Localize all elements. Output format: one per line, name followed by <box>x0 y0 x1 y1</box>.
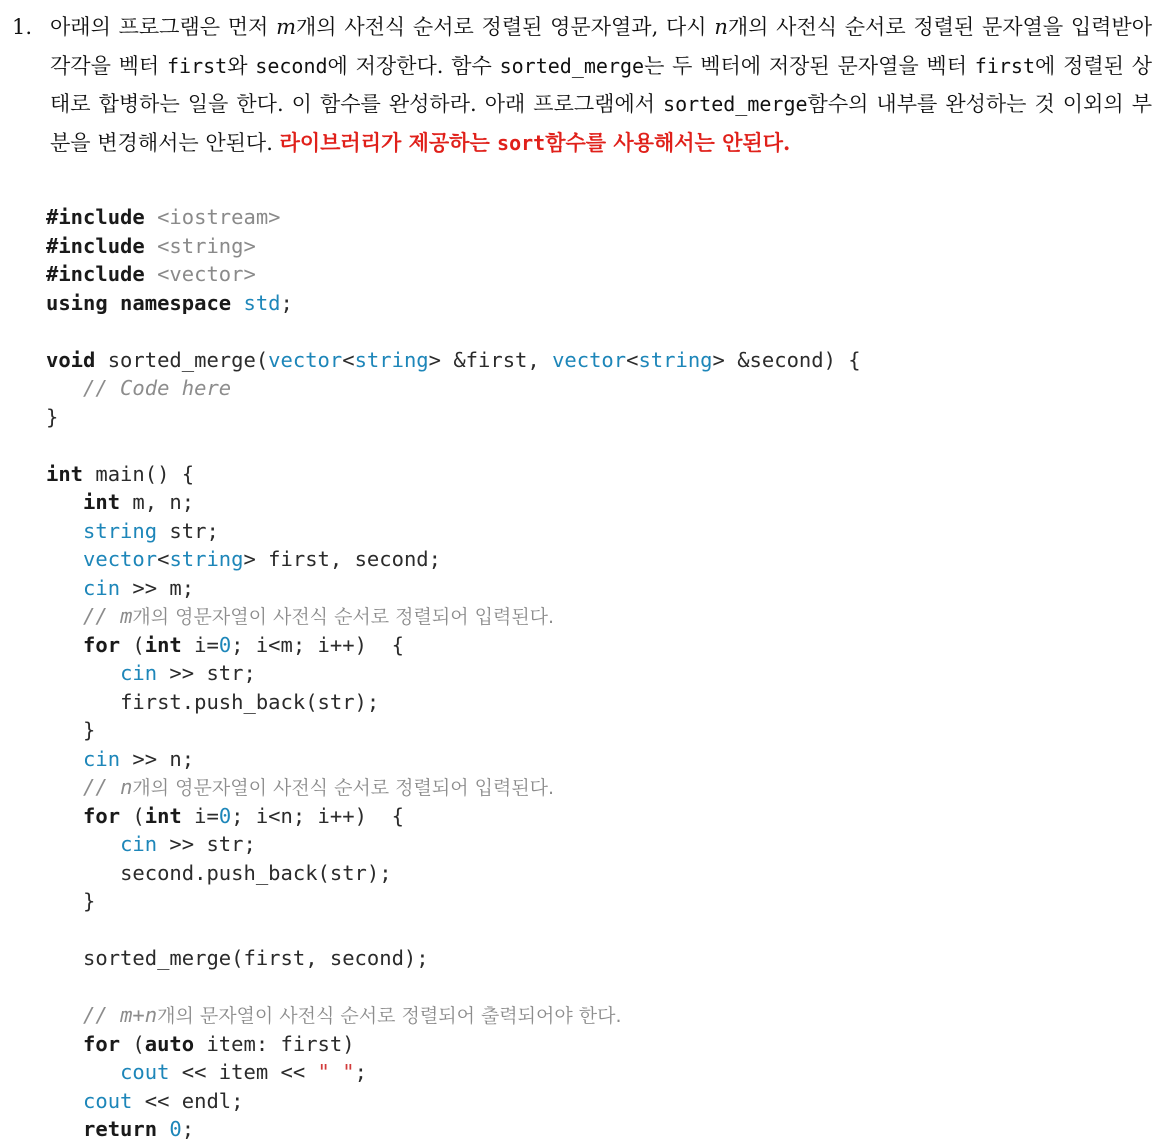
comment-text: 개의 문자열이 사전식 순서로 정렬되어 출력되어야 한다. <box>157 1005 622 1027</box>
number-literal: 0 <box>218 803 232 828</box>
code-line-for-n <box>46 802 861 831</box>
main-signature: main() { <box>83 461 195 486</box>
problem-text-4: 와 <box>227 53 256 78</box>
type-string: string <box>83 518 158 543</box>
cout-identifier: cout <box>120 1060 170 1084</box>
code-line-decl-string <box>46 517 861 546</box>
code-line-comment-output <box>46 1001 861 1030</box>
code-line-for-n-cin <box>46 830 861 859</box>
include-keyword: #include <box>46 233 145 258</box>
for-keyword: for <box>83 1031 121 1056</box>
code-line-for-m-cin <box>46 659 861 688</box>
type-vector: vector <box>83 547 158 571</box>
code-line-call <box>46 944 861 973</box>
code-line-for-n-close <box>46 887 861 916</box>
code-line-return <box>46 1115 861 1144</box>
paren-open: ( <box>120 803 145 828</box>
comment-text: 개의 영문자열이 사전식 순서로 정렬되어 입력된다. <box>132 606 555 628</box>
include-keyword: #include <box>46 205 145 229</box>
code-comment: // Code here <box>83 376 232 400</box>
code-first: first <box>167 53 228 78</box>
decl-vars: str; <box>157 518 219 543</box>
problem-text <box>50 8 1152 162</box>
cin-identifier: cin <box>120 661 158 685</box>
header-name: <string> <box>157 233 256 258</box>
comment-slash: // <box>83 604 121 628</box>
cout-identifier: cout <box>83 1088 133 1113</box>
auto-keyword: auto <box>144 1031 195 1056</box>
decl-vars: m, n; <box>120 490 195 514</box>
decl-vars: > first, second; <box>243 547 441 571</box>
code-line-include-string <box>46 232 861 261</box>
cin-expression: >> n; <box>120 746 195 771</box>
comment-var: m <box>120 604 133 628</box>
comment-slash: // <box>83 1003 121 1027</box>
blank-line <box>46 973 861 1002</box>
problem-text-7: 에 정렬된 상태로 합병하는 일을 한다. 이 함수를 완성하라. 아래 프로그램에서 <box>50 53 1153 116</box>
code-line-function-close <box>46 403 861 432</box>
int-keyword: int <box>83 490 121 514</box>
header-name: <vector> <box>157 262 256 286</box>
warning-text <box>280 130 791 155</box>
code-line-function-signature <box>46 346 861 375</box>
paren-open: ( <box>120 632 145 657</box>
angle-open: < <box>157 547 170 571</box>
int-keyword: int <box>46 461 84 486</box>
header-name: <iostream> <box>157 205 281 229</box>
code-sorted-merge-2: sorted_merge <box>663 92 808 116</box>
cin-identifier: cin <box>83 575 121 600</box>
angle-open: < <box>626 347 639 372</box>
loop-rest: item: first) <box>194 1031 355 1056</box>
blank-line <box>46 916 861 945</box>
loop-rest: ; i<m; i++) { <box>231 632 404 657</box>
cin-expression: >> str; <box>157 832 256 856</box>
semicolon: ; <box>280 290 293 315</box>
using-keyword: using namespace <box>46 290 232 315</box>
blank-line <box>46 431 861 460</box>
code-line-function-comment <box>46 374 861 403</box>
cout-expression: << item << <box>169 1060 318 1084</box>
closing-brace: } <box>83 889 96 913</box>
function-name: sorted_merge( <box>95 347 269 372</box>
number-literal: 0 <box>218 632 232 657</box>
code-sorted-merge: sorted_merge <box>499 53 645 78</box>
code-line-for-output <box>46 1030 861 1059</box>
warning-text-1: 라이브러리가 제공하는 <box>279 129 498 155</box>
code-second: second <box>255 53 328 78</box>
int-keyword: int <box>144 632 182 657</box>
code-line-decl-vector <box>46 545 861 574</box>
code-line-decl-int <box>46 488 861 517</box>
code-first-2: first <box>974 53 1036 78</box>
angle-open: < <box>342 347 355 372</box>
warning-text-2: 함수를 사용해서는 안된다. <box>545 129 791 155</box>
param-first: > &first, <box>428 347 553 372</box>
for-keyword: for <box>83 803 121 828</box>
sorted-merge-call: sorted_merge(first, second); <box>83 946 429 970</box>
semicolon: ; <box>354 1060 367 1084</box>
cin-expression: >> m; <box>120 575 195 600</box>
push-back-call: first.push_back(str); <box>120 689 380 714</box>
code-line-cin-m <box>46 574 861 603</box>
comment-slash: // <box>83 775 121 799</box>
problem-text-5: 에 저장한다. 함수 <box>327 53 500 78</box>
loop-rest: ; i<n; i++) { <box>231 803 404 828</box>
comment-var: n <box>120 775 133 799</box>
type-vector: vector <box>552 347 627 372</box>
comment-var: m+n <box>120 1003 158 1027</box>
problem-text-1: 아래의 프로그램은 먼저 <box>50 15 277 39</box>
type-string: string <box>638 347 713 372</box>
cin-identifier: cin <box>120 832 158 856</box>
param-second: > &second) { <box>712 347 861 372</box>
void-keyword: void <box>46 347 96 372</box>
var-m: m <box>276 15 297 39</box>
problem-text-8: 함수의 내부를 완성하는 것 이외의 부분을 변경해서는 안된다. <box>50 92 1152 155</box>
cin-identifier: cin <box>83 746 121 771</box>
return-keyword: return <box>83 1117 158 1141</box>
code-line-for-m <box>46 631 861 660</box>
code-block <box>46 203 861 1144</box>
number-literal: 0 <box>157 1117 182 1141</box>
loop-var: i= <box>181 803 219 828</box>
problem-text-2: 개의 사전식 순서로 정렬된 영문자열과, 다시 <box>296 15 715 39</box>
problem-number: 1. <box>12 15 33 39</box>
type-vector: vector <box>268 347 343 372</box>
code-line-for-m-push <box>46 688 861 717</box>
closing-brace: } <box>46 404 59 429</box>
type-string: string <box>169 547 244 571</box>
code-line-for-n-push <box>46 859 861 888</box>
include-keyword: #include <box>46 262 145 286</box>
code-line-cin-n <box>46 745 861 774</box>
comment-text: 개의 영문자열이 사전식 순서로 정렬되어 입력된다. <box>132 777 555 799</box>
problem-statement <box>12 8 1152 162</box>
code-line-include-iostream <box>46 203 861 232</box>
int-keyword: int <box>144 803 182 828</box>
code-line-cout-item <box>46 1058 861 1087</box>
semicolon: ; <box>181 1117 195 1141</box>
paren-open: ( <box>120 1031 145 1056</box>
namespace-name: std <box>243 290 281 315</box>
problem-text-6: 는 두 벡터에 저장된 문자열을 벡터 <box>644 53 975 78</box>
code-line-using <box>46 289 861 318</box>
code-line-include-vector <box>46 260 861 289</box>
code-line-comment-n <box>46 773 861 802</box>
push-back-call: second.push_back(str); <box>120 860 392 885</box>
code-line-main <box>46 460 861 489</box>
cin-expression: >> str; <box>157 661 256 685</box>
type-string: string <box>354 347 429 372</box>
code-line-for-m-close <box>46 716 861 745</box>
closing-brace: } <box>83 718 96 742</box>
for-keyword: for <box>83 632 121 657</box>
string-literal: " " <box>317 1060 355 1084</box>
blank-line <box>46 317 861 346</box>
var-n: n <box>714 15 728 39</box>
problem-text-3: 개의 사전식 순서로 정렬된 문자열을 입력받아 각각을 벡터 <box>50 15 1152 78</box>
loop-var: i= <box>181 632 219 657</box>
code-line-comment-m <box>46 602 861 631</box>
cout-expression: << endl; <box>132 1088 244 1113</box>
code-line-cout-endl <box>46 1087 861 1116</box>
warning-code-sort: sort <box>497 130 546 155</box>
